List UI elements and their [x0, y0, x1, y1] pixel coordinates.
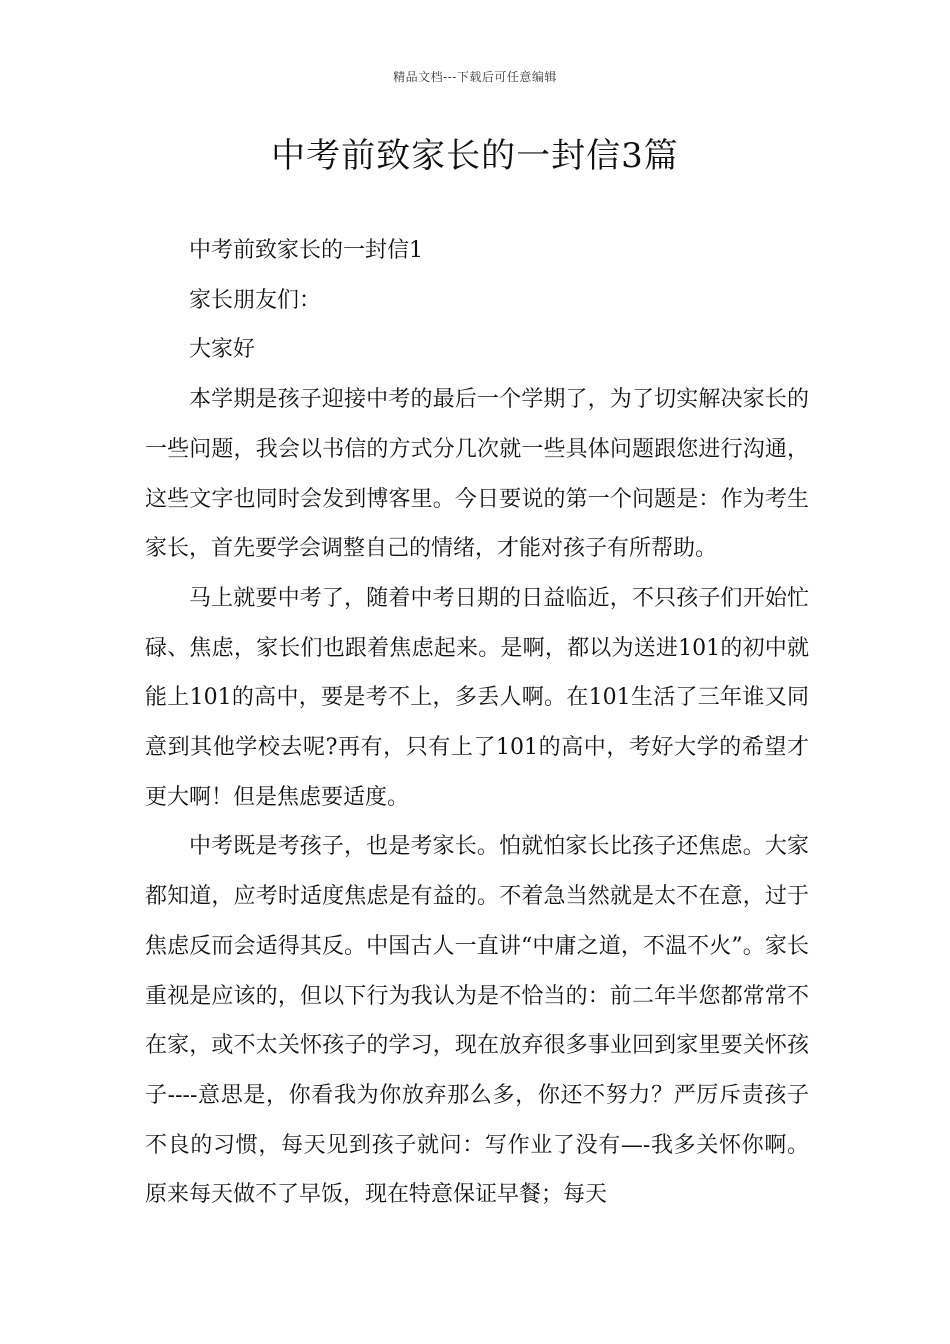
paragraph: 本学期是孩子迎接中考的最后一个学期了，为了切实解决家长的一些问题，我会以书信的方式分几次就一些具体问题跟您进行沟通，这些文字也同时会发到博客里。今日要说的第一个问题是：作为考生家长，首先要学会调整自己的情绪，才能对孩子有所帮助。 — [145, 387, 809, 562]
salutation: 家长朋友们： — [189, 287, 322, 313]
header-note: 精品文档---下载后可任意编辑 — [393, 70, 557, 84]
paragraph: 马上就要中考了，随着中考日期的日益临近，不只孩子们开始忙碌、焦虑，家长们也跟着焦虑起来。是啊，都以为送进101的初中就能上101的高中，要是考不上，多丢人啊。在101生活了三年谁又同意到其他学校去呢?再有，只有上了101的高中，考好大学的希望才更大啊！但是焦虑要适度。 — [145, 585, 809, 810]
section-heading: 中考前致家长的一封信1 — [189, 238, 423, 263]
document-title: 中考前致家长的一封信3篇 — [271, 136, 679, 176]
document-body — [145, 226, 809, 1220]
greeting: 大家好 — [189, 337, 256, 363]
paragraph: 中考既是考孩子，也是考家长。怕就怕家长比孩子还焦虑。大家都知道，应考时适度焦虑是有益的。不着急当然就是太不在意，过于焦虑反而会适得其反。中国古人一直讲“中庸之道，不温不火”。家长重视是应该的，但以下行为我认为是不恰当的：前二年半您都常常不在家，或不太关怀孩子的学习，现在放弃很多事业回到家里要关怀孩子----意思是，你看我为你放弃那么多，你还不努力？严厉斥责孩子不良的习惯，每天见到孩子就问：写作业了没有—-我多关怀你啊。原来每天做不了早饭，现在特意保证早餐；每天 — [145, 834, 809, 1208]
